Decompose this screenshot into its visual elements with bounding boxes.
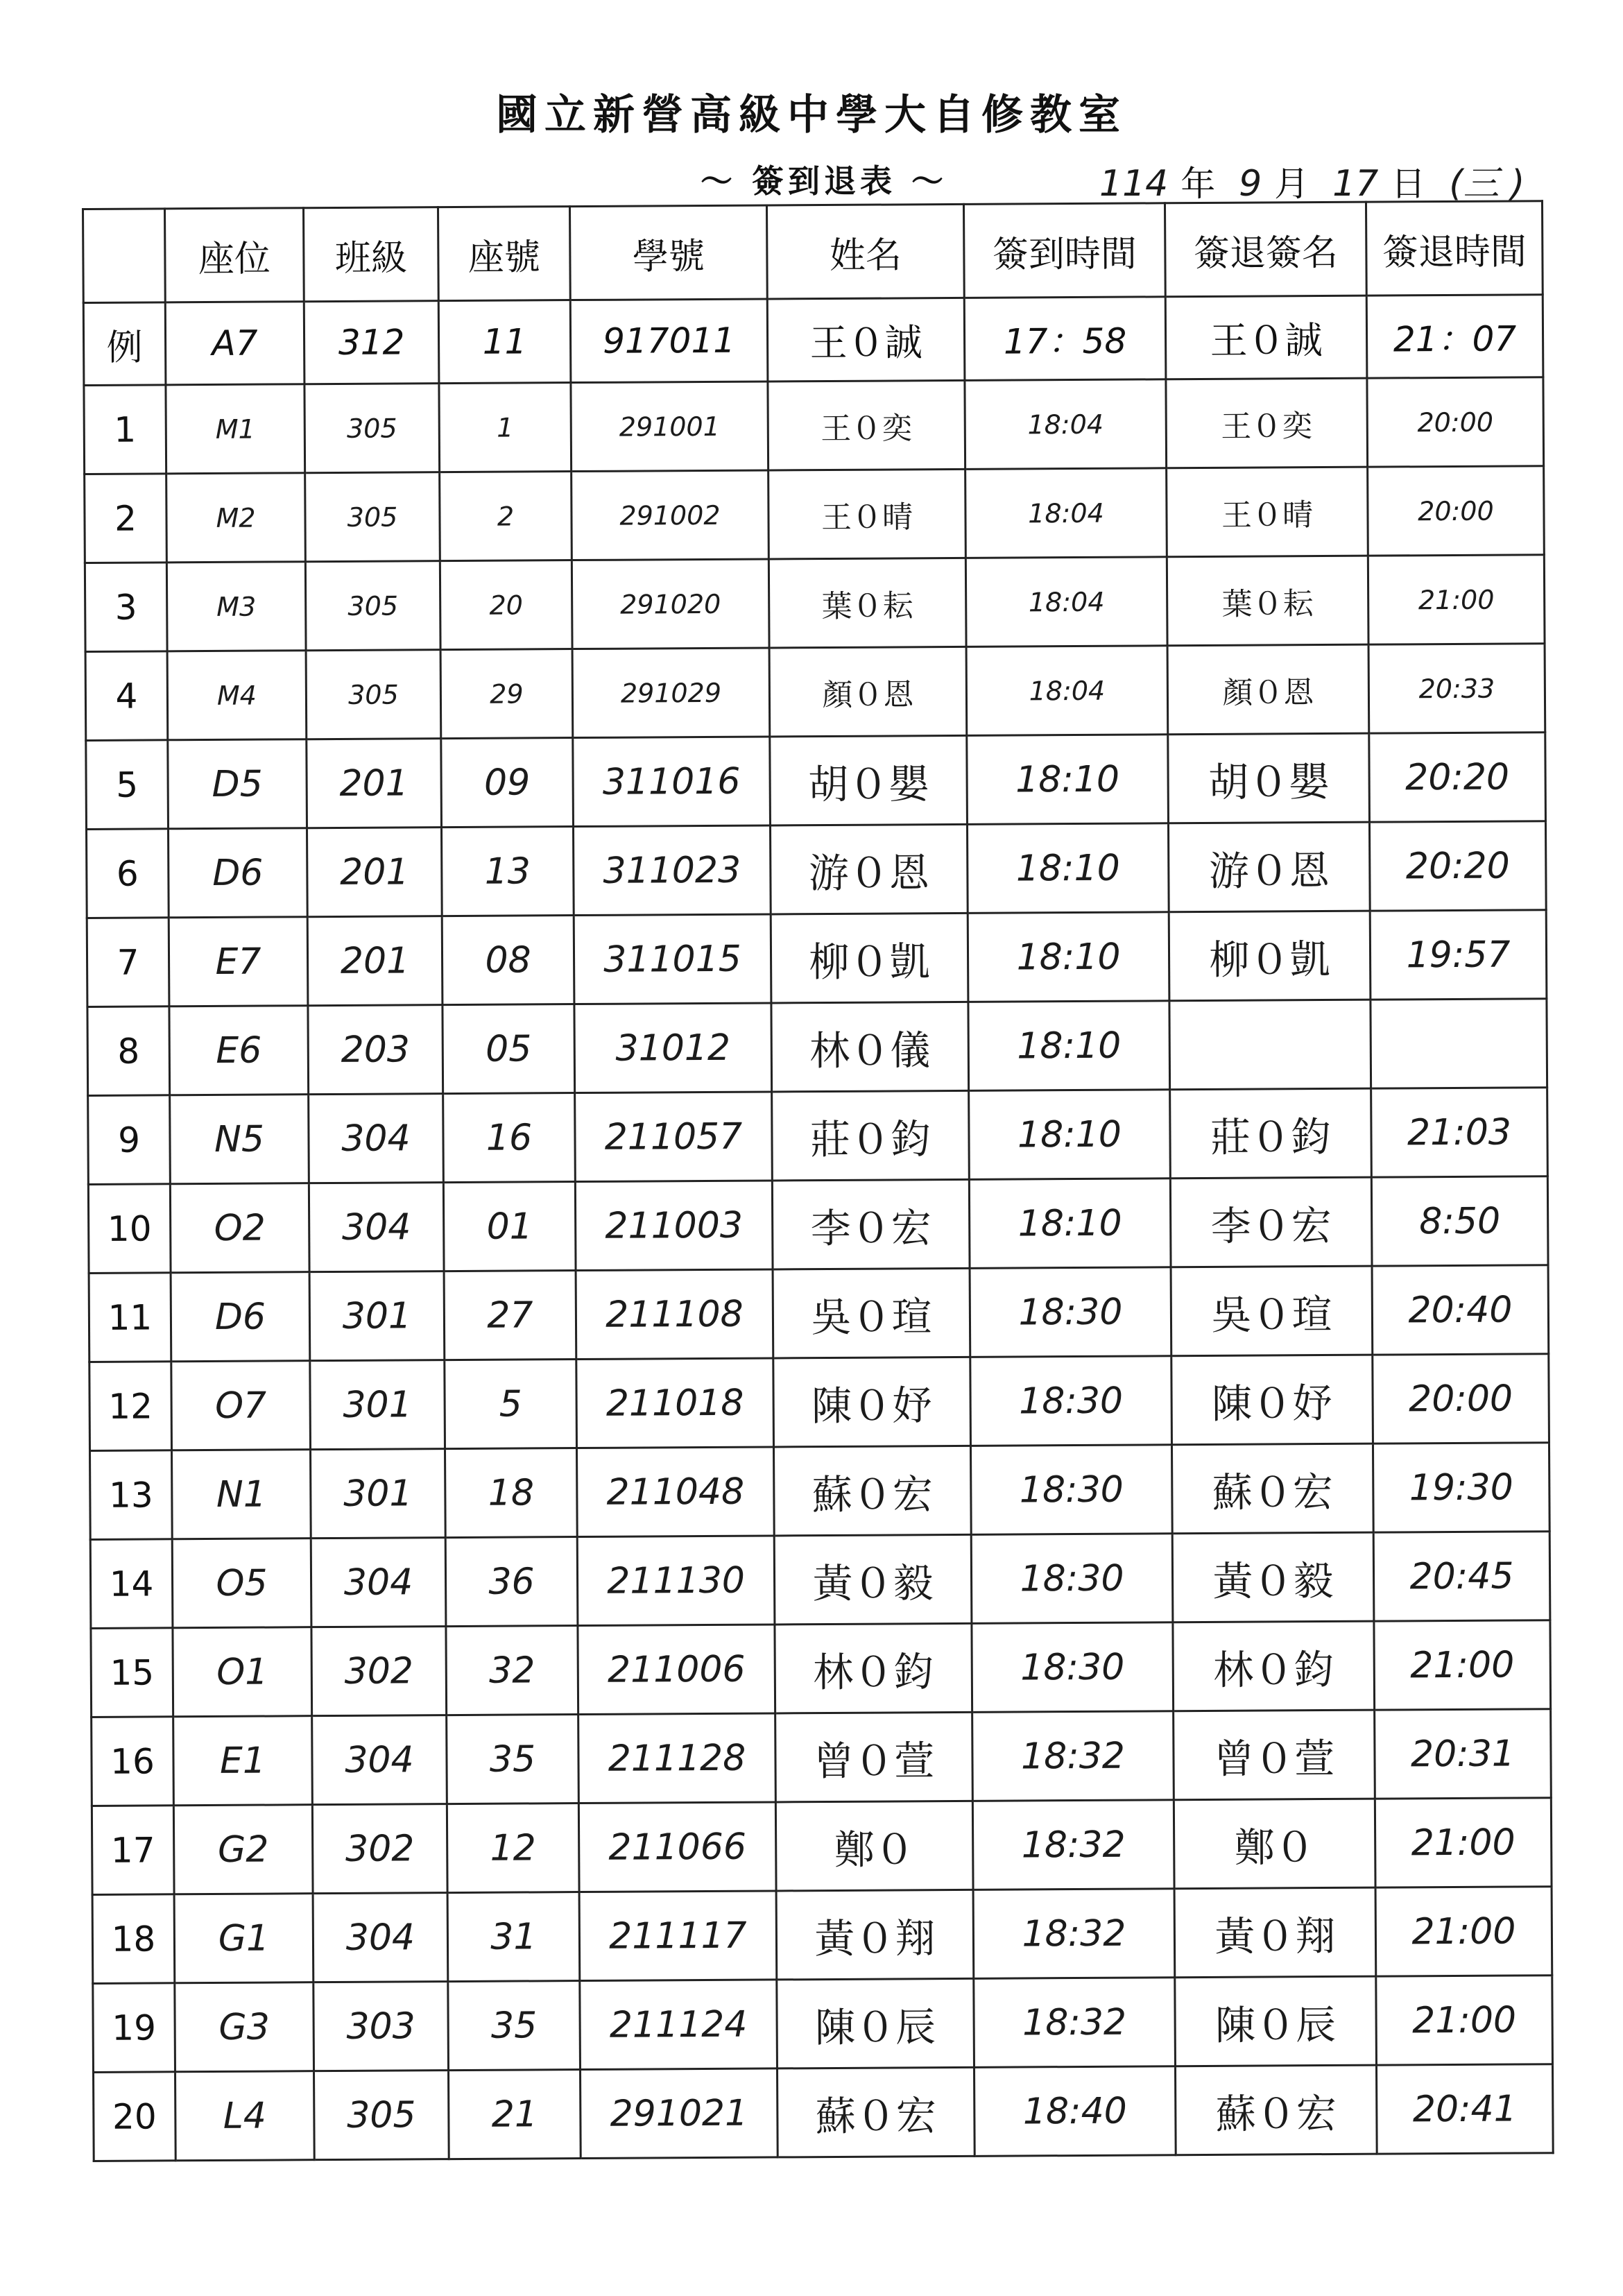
example-sign-out-time: 21：07: [1366, 295, 1543, 378]
class-cell: 302: [312, 1804, 447, 1894]
seat-cell: M1: [166, 384, 305, 474]
sign-out-time-cell: 8:50: [1371, 1176, 1548, 1266]
table-row: [85, 644, 1545, 741]
name-cell: 林０鈞: [775, 1623, 972, 1713]
sign-out-time-cell: 20:20: [1369, 733, 1546, 822]
name-cell: 王０奕: [768, 380, 965, 470]
sign-out-signature-cell: 黃０翔: [1174, 1887, 1376, 1978]
table-row: [84, 377, 1544, 474]
row-index-cell: 7: [87, 918, 169, 1007]
row-index-cell: 4: [85, 651, 168, 741]
row-index-cell: 17: [92, 1806, 174, 1895]
table-row: [91, 1620, 1551, 1717]
table-row: [87, 999, 1547, 1096]
sign-out-time-cell: 19:30: [1373, 1443, 1549, 1532]
example-name: 王０誠: [767, 298, 965, 382]
seat-cell: E7: [169, 917, 308, 1006]
sign-out-signature-cell: 陳０辰: [1175, 1976, 1377, 2066]
sign-out-time-cell: 20:31: [1375, 1709, 1552, 1799]
row-index-cell: 3: [85, 563, 167, 652]
sign-in-time-cell: 18:10: [969, 1090, 1171, 1180]
class-cell: 305: [314, 2071, 449, 2160]
sign-in-time-cell: 18:10: [969, 1179, 1171, 1269]
sign-out-signature-cell: [1169, 1000, 1371, 1090]
name-cell: 顏０恩: [769, 646, 967, 737]
date-month-unit: 月: [1274, 164, 1309, 204]
row-index-cell: 1: [84, 385, 166, 474]
date-year-unit: 年: [1180, 164, 1216, 204]
table-row: [89, 1265, 1549, 1362]
header-sign-out-signature: 簽退簽名: [1165, 202, 1366, 297]
header-sign-out-time: 簽退時間: [1366, 201, 1543, 295]
name-cell: 蘇０宏: [777, 2067, 974, 2157]
sign-out-time-cell: 21:00: [1368, 555, 1545, 644]
seat-cell: O2: [170, 1183, 309, 1273]
row-index-cell: 13: [90, 1450, 173, 1540]
row-index-cell: 12: [89, 1362, 172, 1451]
seat-number-cell: 05: [443, 1004, 575, 1094]
class-cell: 301: [309, 1271, 445, 1361]
row-index-cell: 2: [85, 474, 167, 563]
table-row: [85, 466, 1545, 563]
sign-in-time-cell: 18:30: [970, 1445, 1172, 1535]
seat-cell: D6: [168, 828, 307, 918]
seat-cell: O1: [173, 1627, 312, 1717]
row-index-cell: 19: [93, 1983, 175, 2073]
sign-in-time-cell: 18:32: [974, 1978, 1176, 2068]
table-row: [87, 910, 1547, 1007]
sign-out-signature-cell: 游０恩: [1168, 822, 1370, 912]
sign-in-time-cell: 18:04: [965, 557, 1167, 647]
class-cell: 203: [308, 1005, 443, 1095]
seat-number-cell: 27: [444, 1271, 576, 1360]
name-cell: 李０宏: [772, 1179, 970, 1269]
header-name: 姓名: [766, 204, 964, 299]
header-seat-number: 座號: [438, 207, 571, 301]
student-id-cell: 211048: [576, 1447, 774, 1537]
date-line: [1099, 154, 1537, 206]
sign-out-time-cell: 20:33: [1368, 644, 1545, 733]
table-row: [90, 1532, 1550, 1629]
seat-cell: O7: [171, 1361, 311, 1450]
seat-number-cell: 35: [448, 1981, 581, 2071]
example-sign-out-signature: 王０誠: [1165, 295, 1367, 379]
sign-in-table: [82, 200, 1554, 2162]
example-row: [83, 295, 1543, 386]
sign-out-signature-cell: 胡０嬰: [1168, 733, 1370, 823]
sign-out-signature-cell: 顏０恩: [1167, 644, 1369, 735]
seat-number-cell: 13: [441, 827, 574, 916]
sign-out-time-cell: 21:00: [1376, 1976, 1553, 2065]
seat-cell: D5: [168, 739, 307, 829]
student-id-cell: 211006: [578, 1625, 775, 1715]
name-cell: 黃０毅: [774, 1534, 972, 1625]
table-row: [94, 2064, 1554, 2161]
student-id-cell: 31012: [574, 1003, 772, 1093]
student-id-cell: 211128: [578, 1713, 776, 1804]
seat-cell: G3: [175, 1982, 314, 2072]
sign-out-signature-cell: 王０晴: [1167, 467, 1368, 557]
student-id-cell: 211018: [576, 1358, 774, 1448]
table-row: [92, 1709, 1552, 1806]
seat-cell: D6: [171, 1272, 310, 1362]
sign-out-signature-cell: 陳０妤: [1171, 1355, 1373, 1445]
name-cell: 蘇０宏: [773, 1446, 971, 1536]
seat-cell: N5: [170, 1095, 309, 1184]
student-id-cell: 211003: [575, 1181, 773, 1271]
class-cell: 302: [311, 1627, 447, 1716]
seat-number-cell: 35: [447, 1715, 579, 1804]
class-cell: 304: [309, 1183, 444, 1272]
seat-number-cell: 32: [446, 1626, 578, 1715]
row-index-cell: 14: [90, 1539, 173, 1629]
sign-in-time-cell: 18:04: [966, 646, 1168, 736]
row-index-cell: 11: [89, 1273, 171, 1362]
date-day: 17: [1332, 163, 1379, 205]
seat-cell: O5: [172, 1539, 311, 1628]
row-index-cell: 5: [86, 740, 169, 830]
page-title: 國立新營高級中學大自修教室: [496, 91, 1127, 139]
header-sign-in-time: 簽到時間: [963, 203, 1165, 298]
sign-out-signature-cell: 鄭０: [1174, 1799, 1375, 1889]
sign-in-time-cell: 18:40: [974, 2066, 1176, 2157]
sign-out-time-cell: 20:00: [1373, 1354, 1549, 1443]
student-id-cell: 291020: [572, 559, 769, 649]
name-cell: 林０儀: [771, 1002, 969, 1092]
name-cell: 游０恩: [770, 824, 968, 914]
sign-out-time-cell: 19:57: [1370, 910, 1547, 1000]
seat-number-cell: 29: [440, 649, 573, 739]
page-subtitle: ～ 簽到退表 ～: [701, 162, 948, 200]
sign-out-time-cell: 20:40: [1372, 1265, 1549, 1355]
seat-cell: N1: [172, 1450, 311, 1539]
table-row: [92, 1798, 1552, 1895]
sign-out-time-cell: 21:00: [1375, 1798, 1552, 1887]
seat-number-cell: 01: [443, 1182, 576, 1271]
example-label: 例: [83, 302, 166, 386]
class-cell: 305: [305, 472, 440, 562]
name-cell: 陳０妤: [773, 1357, 971, 1447]
seat-cell: E6: [169, 1006, 309, 1095]
name-cell: 陳０辰: [777, 1978, 974, 2068]
student-id-cell: 291021: [580, 2068, 778, 2159]
seat-cell: M4: [167, 651, 307, 740]
sign-out-signature-cell: 林０鈞: [1173, 1621, 1375, 1711]
table-header-row: [83, 201, 1543, 303]
sign-out-signature-cell: 黃０毅: [1172, 1532, 1374, 1622]
row-index-cell: 18: [92, 1894, 175, 1984]
date-weekday: (三 ): [1449, 163, 1525, 205]
example-seat-number: 11: [438, 300, 571, 384]
student-id-cell: 211066: [578, 1802, 776, 1892]
sign-out-signature-cell: 莊０鈞: [1170, 1088, 1372, 1179]
seat-number-cell: 21: [449, 2070, 581, 2159]
table-row: [87, 821, 1547, 918]
class-cell: 301: [310, 1360, 445, 1450]
class-cell: 305: [306, 650, 441, 739]
header-seat: 座位: [165, 208, 304, 302]
sign-out-time-cell: 20:45: [1373, 1532, 1550, 1621]
student-id-cell: 211130: [577, 1536, 775, 1626]
table-row: [88, 1176, 1548, 1274]
seat-cell: E1: [173, 1716, 313, 1806]
sign-in-time-cell: 18:04: [965, 468, 1167, 558]
table-row: [85, 555, 1545, 652]
seat-number-cell: 36: [445, 1537, 578, 1627]
row-index-cell: 20: [94, 2072, 176, 2161]
sign-in-time-cell: 18:30: [971, 1534, 1173, 1624]
student-id-cell: 311015: [574, 914, 771, 1004]
seat-cell: M3: [166, 562, 306, 651]
sign-in-time-cell: 18:30: [970, 1267, 1171, 1357]
name-cell: 黃０翔: [776, 1890, 974, 1980]
header-class: 班級: [304, 207, 439, 302]
sign-in-time-cell: 18:10: [967, 735, 1169, 825]
seat-cell: L4: [175, 2071, 315, 2161]
name-cell: 吳０瑄: [773, 1268, 970, 1358]
row-index-cell: 15: [91, 1628, 173, 1717]
class-cell: 304: [309, 1094, 444, 1183]
seat-number-cell: 09: [441, 738, 574, 828]
date-year: 114: [1099, 163, 1169, 205]
example-class: 312: [304, 301, 439, 384]
class-cell: 304: [311, 1538, 446, 1627]
sign-in-time-cell: 18:32: [972, 1711, 1174, 1801]
class-cell: 301: [311, 1449, 446, 1539]
sign-in-time-cell: 18:30: [972, 1622, 1174, 1713]
student-id-cell: 291001: [571, 382, 768, 472]
table-row: [90, 1443, 1550, 1540]
sign-out-signature-cell: 王０奕: [1166, 378, 1368, 468]
name-cell: 曾０萱: [775, 1712, 973, 1802]
sign-out-signature-cell: 曾０萱: [1174, 1710, 1375, 1800]
sign-out-signature-cell: 李０宏: [1170, 1177, 1372, 1267]
student-id-cell: 291029: [572, 648, 770, 738]
example-seat: A7: [165, 302, 304, 385]
name-cell: 葉０耘: [768, 558, 966, 648]
sign-out-time-cell: 20:41: [1376, 2064, 1553, 2154]
sign-out-time-cell: 21:00: [1374, 1620, 1551, 1710]
class-cell: 201: [307, 828, 442, 917]
row-index-cell: 8: [87, 1006, 170, 1096]
student-id-cell: 211057: [575, 1092, 773, 1182]
row-index-cell: 6: [87, 829, 169, 918]
sign-in-time-cell: 18:10: [967, 823, 1169, 914]
sign-out-time-cell: 20:20: [1369, 821, 1546, 911]
sign-out-signature-cell: 吳０瑄: [1171, 1266, 1373, 1356]
class-cell: 201: [307, 916, 443, 1006]
sign-in-time-cell: 18:32: [972, 1800, 1174, 1890]
sign-out-time-cell: 21:03: [1371, 1088, 1548, 1177]
seat-number-cell: 12: [447, 1804, 579, 1893]
example-student-id: 917011: [570, 299, 768, 383]
seat-number-cell: 1: [439, 383, 572, 472]
sign-out-time-cell: [1371, 999, 1547, 1088]
student-id-cell: 291002: [572, 470, 769, 560]
class-cell: 201: [307, 739, 442, 828]
name-cell: 胡０嬰: [770, 735, 968, 825]
sign-out-time-cell: 20:00: [1368, 466, 1545, 556]
row-index-cell: 10: [88, 1184, 171, 1274]
seat-cell: M2: [166, 473, 306, 563]
sign-out-time-cell: 20:00: [1367, 377, 1544, 467]
seat-cell: G1: [174, 1894, 314, 1983]
header-index: [83, 209, 166, 303]
sign-out-signature-cell: 蘇０宏: [1171, 1443, 1373, 1534]
table-row: [93, 1976, 1553, 2073]
student-id-cell: 211108: [576, 1269, 773, 1360]
seat-number-cell: 16: [443, 1093, 576, 1183]
class-cell: 305: [305, 561, 440, 651]
seat-number-cell: 08: [442, 916, 574, 1005]
table-row: [89, 1354, 1549, 1451]
example-sign-in-time: 17：58: [964, 297, 1166, 381]
sign-out-signature-cell: 柳０凱: [1169, 911, 1371, 1001]
sign-in-time-cell: 18:10: [968, 912, 1169, 1002]
sign-out-signature-cell: 蘇０宏: [1175, 2065, 1377, 2155]
date-day-unit: 日: [1391, 164, 1426, 204]
table-row: [86, 733, 1546, 830]
class-cell: 304: [313, 1893, 448, 1982]
table-row: [88, 1088, 1548, 1185]
sign-in-time-cell: 18:04: [965, 379, 1167, 470]
student-id-cell: 311016: [573, 737, 771, 827]
name-cell: 莊０鈞: [772, 1090, 970, 1181]
sign-out-time-cell: 21:00: [1375, 1887, 1552, 1976]
class-cell: 304: [312, 1715, 447, 1805]
student-id-cell: 211117: [579, 1891, 777, 1981]
sign-out-signature-cell: 葉０耘: [1167, 556, 1368, 646]
date-month: 9: [1239, 163, 1262, 205]
seat-number-cell: 2: [440, 472, 572, 561]
header-student-id: 學號: [569, 205, 767, 300]
sign-in-time-cell: 18:30: [970, 1356, 1172, 1446]
class-cell: 303: [314, 1982, 449, 2071]
seat-number-cell: 20: [440, 560, 572, 650]
student-id-cell: 211124: [580, 1980, 778, 2070]
name-cell: 柳０凱: [771, 913, 968, 1003]
row-index-cell: 16: [92, 1717, 174, 1806]
seat-cell: G2: [173, 1805, 313, 1894]
name-cell: 王０晴: [768, 469, 966, 559]
row-index-cell: 9: [88, 1095, 171, 1185]
class-cell: 305: [304, 384, 440, 473]
sign-in-time-cell: 18:32: [973, 1889, 1175, 1979]
seat-number-cell: 31: [447, 1892, 580, 1982]
seat-number-cell: 5: [445, 1360, 577, 1449]
name-cell: 鄭０: [775, 1801, 973, 1891]
student-id-cell: 311023: [573, 825, 771, 916]
sign-in-time-cell: 18:10: [968, 1001, 1170, 1091]
seat-number-cell: 18: [445, 1448, 577, 1538]
table-row: [92, 1887, 1552, 1984]
